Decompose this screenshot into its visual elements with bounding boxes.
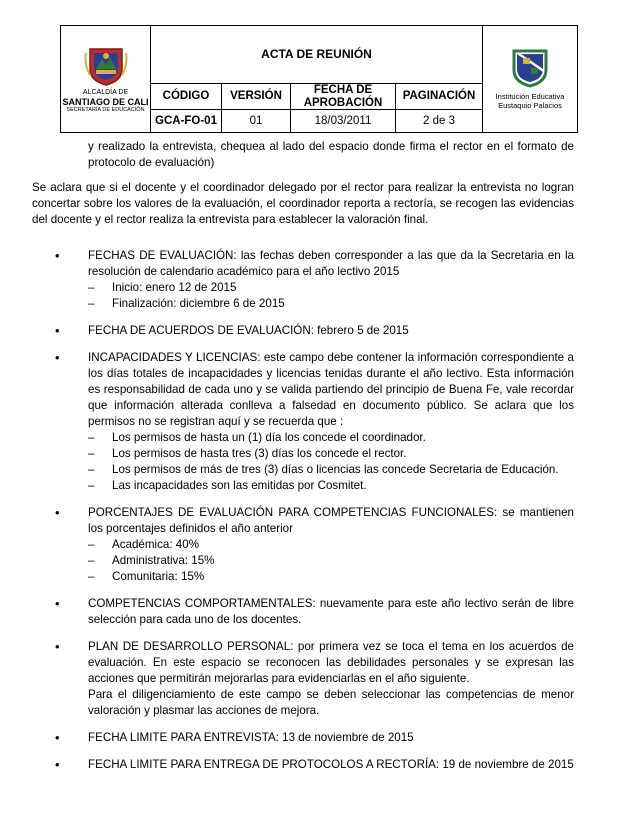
list-item-plan-desarrollo: • PLAN DE DESARROLLO PERSONAL: por primera vez se toca el tema en los acuerdos de evaluación. En este espacio se reconocen las debilidades personales y se expresan las acciones que permitirán mejorarlas para evidenciarlas en el año siguiente. Para el diligenciamiento de este campo se deben seleccionar las competencias de menor valoración y plasmar las acciones de mejora.: [55, 639, 574, 717]
sub-list: [88, 537, 574, 585]
header-version-label: VERSIÓN: [230, 90, 282, 102]
codigo-value: GCA-FO-01: [155, 114, 217, 127]
institution-shield-icon: [511, 48, 549, 88]
paragraph-evaluation-clarification: Se aclara que si el docente y el coordinador delegado por el rector para realizar la entrevista no logran concertar sobre los valores de la evaluación, el coordinador reporta a rectoría, se recogen las evidencias del docente y el rector realiza la entrevista para establecer la valoración final.: [32, 181, 574, 226]
sub-list-item: – Finalización: diciembre 6 de 2015: [88, 297, 285, 310]
bullet-icon: •: [55, 596, 60, 611]
fecha-value: 18/03/2011: [314, 114, 372, 127]
cali-coat-of-arms-icon: [84, 45, 128, 87]
document-header-table: [60, 25, 578, 133]
bullet-list: [32, 248, 574, 773]
list-item-fechas-evaluacion: • FECHAS DE EVALUACIÓN: las fechas deben corresponder a las que da la Secretaria en la resolución de calendario académico para el año lectivo 2015 – Inicio: enero 12 de 2015 – Finalización: diciembre 6 de 2015: [55, 248, 574, 310]
sub-list-item: – Los permisos de hasta un (1) día los concede el coordinador.: [88, 431, 426, 444]
version-value: 01: [249, 114, 263, 127]
cali-logo: [61, 26, 150, 132]
bullet-icon: •: [55, 350, 60, 365]
list-item-competencias-comportamentales: • COMPETENCIAS COMPORTAMENTALES: nuevamente para este año lectivo serán de libre selección para cada uno de los docentes.: [55, 596, 574, 626]
sub-list-item: – Académica: 40%: [88, 538, 199, 551]
list-item-porcentajes: • PORCENTAJES DE EVALUACIÓN PARA COMPETENCIAS FUNCIONALES: se mantienen los porcentajes definidos el año anterior – Académica: 40% – Administrativa: 15% – Comunitaria: 15%: [55, 505, 574, 583]
intro-continuation: y realizado la entrevista, chequea al lado del espacio donde firma el rector en el formato de protocolo de evaluación): [88, 140, 574, 169]
header-paginacion-label: PAGINACIÓN: [402, 90, 476, 102]
paragraph-block: [32, 180, 574, 228]
institution-name: Institución Educativa Eustaquio Palacios: [495, 92, 565, 110]
paginacion-value: 2 de 3: [423, 114, 455, 127]
bullet-icon: •: [55, 757, 60, 772]
header-fecha-label: FECHA DE APROBACIÓN: [303, 83, 383, 109]
bullet-list-block: [32, 248, 574, 784]
institution-logo: [483, 26, 577, 132]
document-title: ACTA DE REUNIÓN: [261, 47, 372, 61]
list-item-fecha-acuerdos: • FECHA DE ACUERDOS DE EVALUACIÓN: febrero 5 de 2015: [55, 323, 409, 338]
sub-list-item: – Las incapacidades son las emitidas por Cosmitet.: [88, 479, 367, 492]
intro-continuation-block: [32, 139, 574, 171]
sub-list-item: – Los permisos de hasta tres (3) días los concede el rector.: [88, 447, 407, 460]
logo-text-secretaria: SECRETARÍA DE EDUCACIÓN: [66, 106, 145, 113]
bullet-icon: •: [55, 730, 60, 745]
sub-list-item: – Los permisos de más de tres (3) días o licencias las concede Secretaria de Educación.: [88, 463, 559, 476]
sub-list-item: – Administrativa: 15%: [88, 554, 215, 567]
bullet-icon: •: [55, 639, 60, 654]
header-codigo-label: CÓDIGO: [162, 90, 210, 102]
list-item-fecha-protocolos: • FECHA LIMITE PARA ENTREGA DE PROTOCOLOS A RECTORÍA: 19 de noviembre de 2015: [55, 757, 574, 772]
bullet-icon: •: [55, 505, 60, 520]
logo-text-santiago: SANTIAGO DE CALI: [62, 96, 149, 107]
sub-list-item: – Comunitaria: 15%: [88, 570, 205, 583]
list-item-fecha-entrevista: • FECHA LIMITE PARA ENTREVISTA: 13 de noviembre de 2015: [55, 730, 414, 745]
bullet-icon: •: [55, 323, 60, 338]
list-item-incapacidades: • INCAPACIDADES Y LICENCIAS: este campo debe contener la información correspondiente a los días totales de incapacidades y licencias tenidas durante el año lectivo. Esta información es responsabilidad de cada uno y se valida partiendo del principio de Buena Fe, vale recordar que información alterada conlleva a falsedad en documento público. Se aclara que los permisos no se registran aquí y se recuerda que : – Los permisos de hasta un (1) día los concede el coordinador. – Los permisos de hasta tres (3) días los concede el rector. – Los permisos de más de tres (3) días o licencias las concede Secretaria de Educación. – Las incapacidades son las emitidas por Cosmitet.: [55, 350, 574, 492]
sub-list: [88, 280, 574, 312]
logo-text-alcaldia: ALCALDÍA DE: [82, 88, 129, 96]
sub-list-item: – Inicio: enero 12 de 2015: [88, 281, 237, 294]
sub-list: [88, 430, 574, 494]
bullet-icon: •: [55, 248, 60, 263]
